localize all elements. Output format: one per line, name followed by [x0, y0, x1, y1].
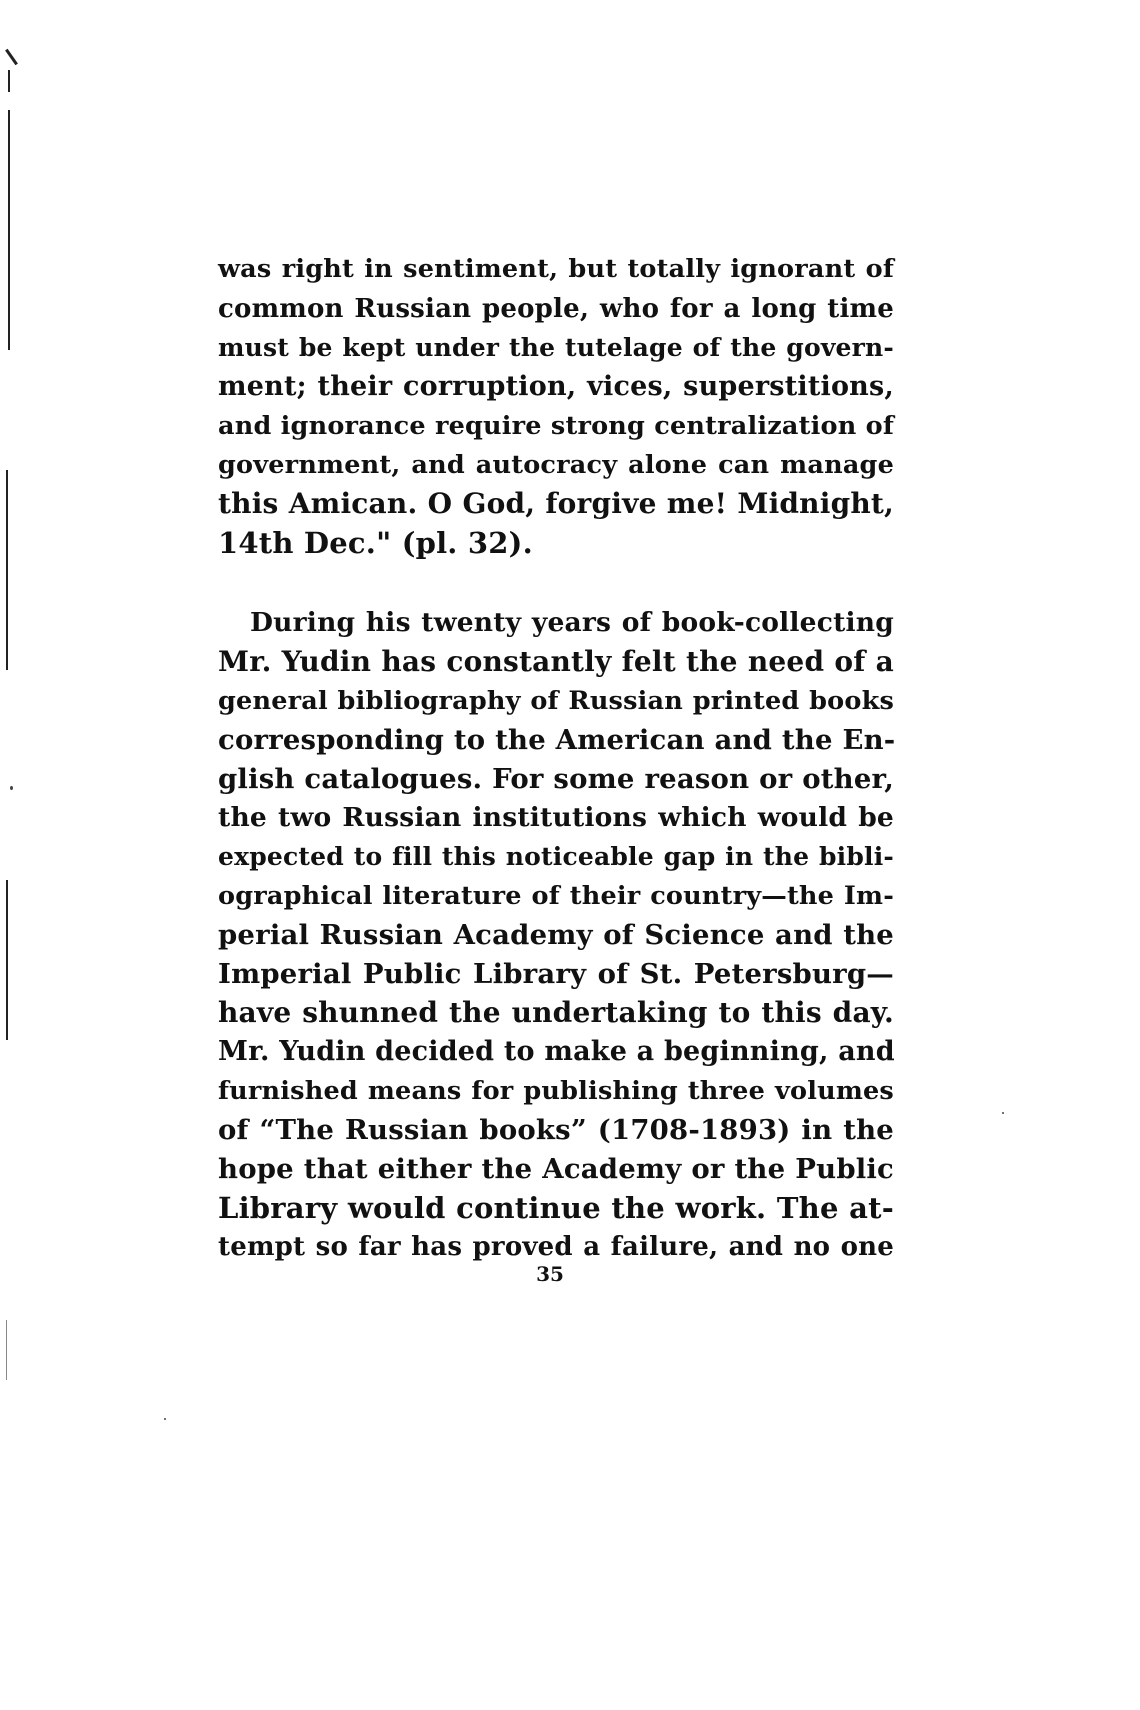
- scan-speck: [1002, 1112, 1004, 1114]
- scan-speck: [164, 1418, 166, 1420]
- scan-edge-mark: [6, 470, 8, 670]
- text-line: this Amican. O God, forgive me! Midnight,: [218, 487, 894, 520]
- scan-speck: [10, 786, 13, 790]
- scan-edge-mark: [6, 1320, 7, 1380]
- text-line: and ignorance require strong centralization of: [218, 411, 894, 441]
- text-line: tempt so far has proved a failure, and no one: [218, 1232, 894, 1262]
- scan-edge-mark: [8, 110, 10, 350]
- text-line: Mr. Yudin decided to make a beginning, and: [218, 1036, 895, 1067]
- text-line: corresponding to the American and the En-: [218, 724, 896, 756]
- text-line: was right in sentiment, but totally ignorant of: [218, 254, 894, 284]
- text-line: hope that either the Academy or the Public: [218, 1153, 894, 1185]
- text-line: common Russian people, who for a long time: [218, 294, 894, 324]
- text-line: ographical literature of their country—the Im-: [218, 881, 894, 911]
- text-line: Imperial Public Library of St. Petersburg—: [218, 958, 894, 990]
- scan-edge-mark: [8, 70, 10, 92]
- scan-edge-mark: [5, 49, 18, 65]
- text-line: expected to fill this noticeable gap in the bibli-: [218, 842, 894, 871]
- text-line: government, and autocracy alone can manage: [218, 450, 894, 480]
- text-line: glish catalogues. For some reason or other,: [218, 763, 894, 795]
- text-line: furnished means for publishing three volumes: [218, 1076, 894, 1106]
- text-line: Library would continue the work. The at-: [218, 1191, 894, 1225]
- text-line: 14th Dec." (pl. 32).: [218, 526, 533, 560]
- text-line: Mr. Yudin has constantly felt the need of a: [218, 645, 894, 678]
- text-line: ment; their corruption, vices, superstitions,: [218, 371, 894, 402]
- text-line: general bibliography of Russian printed books: [218, 686, 894, 716]
- page-number: 35: [536, 1262, 564, 1286]
- text-line: have shunned the undertaking to this day.: [218, 996, 894, 1029]
- text-line: the two Russian institutions which would be: [218, 802, 894, 833]
- text-line: must be kept under the tutelage of the govern-: [218, 333, 894, 362]
- text-line: of “The Russian books” (1708-1893) in the: [218, 1114, 894, 1146]
- text-line: During his twenty years of book-collecting: [250, 607, 894, 638]
- scan-edge-mark: [6, 880, 8, 1040]
- text-line: perial Russian Academy of Science and the: [218, 919, 894, 951]
